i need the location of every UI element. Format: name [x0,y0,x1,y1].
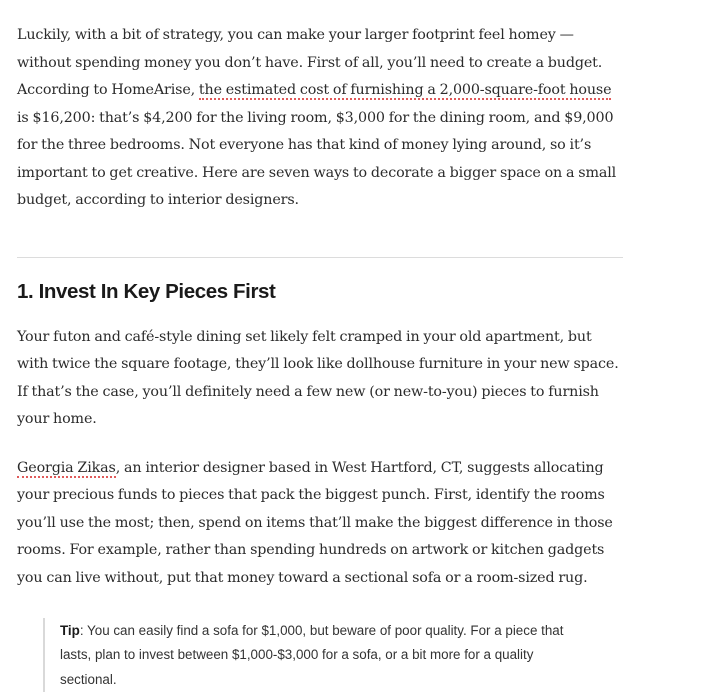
section-paragraph-2 [17,455,623,593]
intro-paragraph [17,22,623,215]
designer-link[interactable]: Georgia Zikas [17,459,116,476]
section-divider [17,257,623,258]
section-heading: 1. Invest In Key Pieces First [17,279,276,303]
intro-text-2: is $16,200: that’s $4,200 for the living room, $3,000 for the dining room, and $9,000 for the three bedrooms. Not everyone has that kind of money lying around, so it’s important to get creative. Here are seven ways to decorate a bigger space on a small budget, according to interior designers. [17,109,617,208]
tip-callout [43,618,590,692]
tip-text: : You can easily find a sofa for $1,000, but beware of poor quality. For a piece that lasts, plan to invest between $1,000-$3,000 for a sofa, or a bit more for a quality sectional. [60,623,564,687]
article-body [17,22,623,692]
tip-label: Tip [60,623,80,638]
section-paragraph-1: Your futon and café-style dining set likely felt cramped in your old apartment, but with twice the square footage, they’ll look like dollhouse furniture in your new space. If that’s the case, you’ll definitely need a few new (or new-to-you) pieces to furnish your home. [17,328,619,427]
cost-estimate-link[interactable]: the estimated cost of furnishing a 2,000-square-foot house [198,82,612,98]
intro-text-1: Luckily, with a bit of strategy, you can make your larger footprint feel homey — without spending money you don’t have. First of all, you’ll need to create a budget. According to HomeArise, [17,27,603,98]
section-paragraph-2-text: , an interior designer based in West Hartford, CT, suggests allocating your precious funds to pieces that pack the biggest punch. First, identify the rooms you’ll use the most; then, spend on items that’ll make the biggest difference in those rooms. For example, rather than spending hundreds on artwork or kitchen gadgets you can live without, put that money toward a sectional sofa or a room-sized rug. [17,459,613,586]
